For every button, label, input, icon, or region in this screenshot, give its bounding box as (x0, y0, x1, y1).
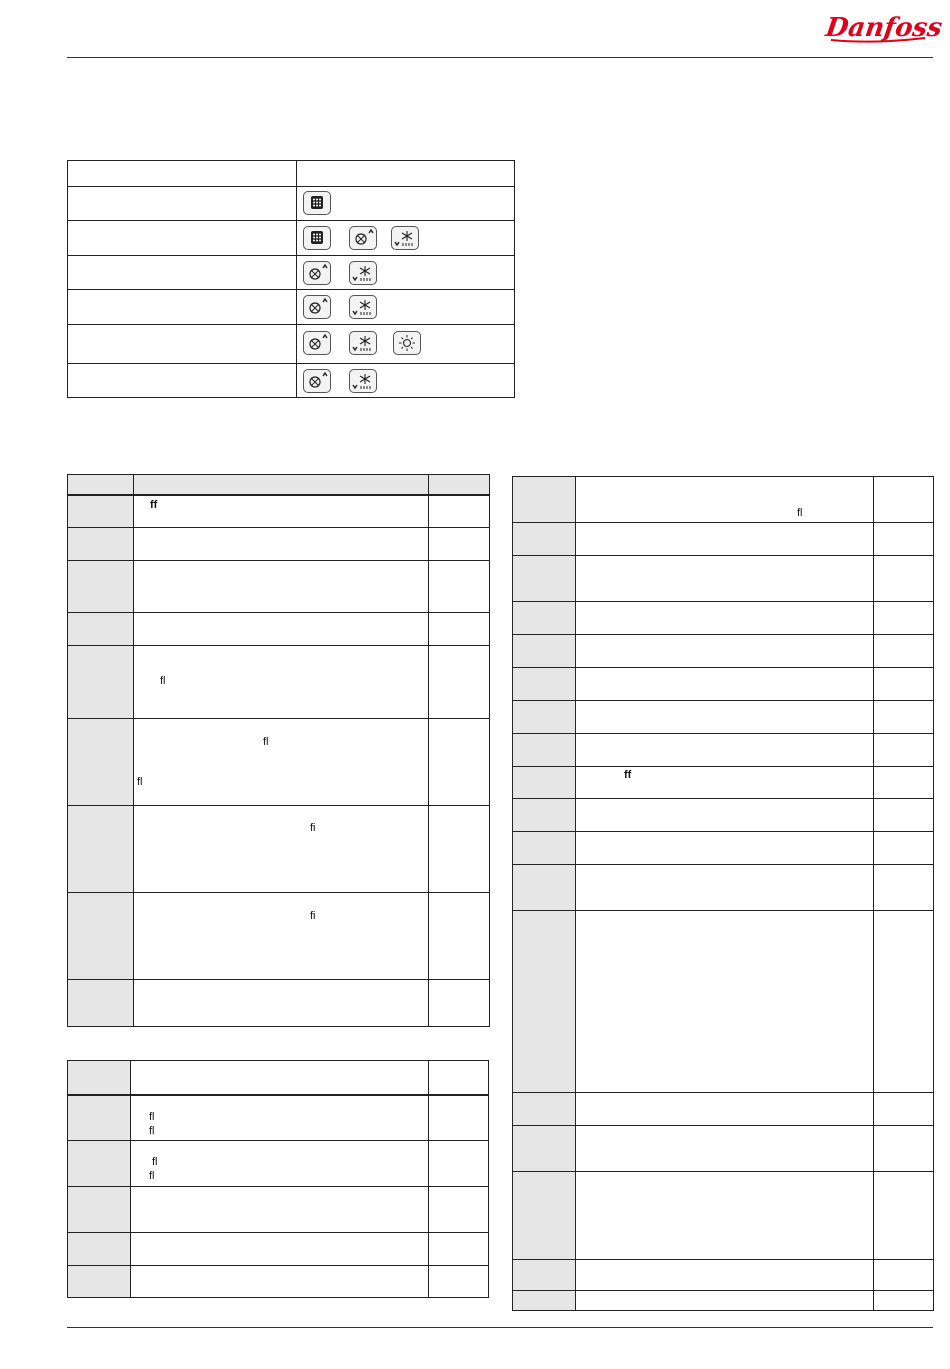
defrost-down-icon (349, 331, 377, 355)
param-code (68, 528, 134, 561)
param-code (68, 561, 134, 613)
param-value (429, 1095, 489, 1141)
param-code (68, 1266, 131, 1298)
param-code (68, 646, 134, 719)
key-table-row-keys (297, 364, 515, 398)
key-table-row-label (68, 290, 297, 325)
key-table-row-label (68, 187, 297, 221)
param-value (874, 1260, 934, 1291)
param-code (513, 767, 576, 799)
param-code (513, 668, 576, 701)
key-table-header-keys (297, 161, 515, 187)
param-value (874, 865, 934, 911)
ligature-fl: fl (149, 1124, 155, 1137)
ligature-fl: fl (137, 776, 143, 788)
footer-rule (67, 1327, 933, 1328)
param-code (513, 1093, 576, 1126)
param-value (429, 806, 490, 893)
param-description (134, 806, 429, 893)
ligature-fl: fl (797, 507, 803, 519)
key-table-row-keys (297, 187, 515, 221)
param-value (874, 668, 934, 701)
key-table-header-function (68, 161, 297, 187)
param-value (429, 1266, 489, 1298)
ligature-fl: fl (263, 736, 269, 748)
param-value (874, 1291, 934, 1311)
alarm-bell-up-icon (303, 369, 331, 393)
param-description (576, 602, 874, 635)
param-code (513, 477, 576, 523)
param-code (513, 701, 576, 734)
param-value (874, 911, 934, 1093)
param-description (576, 477, 874, 523)
param-value (874, 477, 934, 523)
param-code (68, 1187, 131, 1233)
alarm-bell-up-icon (349, 226, 377, 250)
col-header-value (429, 475, 490, 495)
ligature-fi: fi (310, 822, 316, 834)
param-code (513, 635, 576, 668)
param-value (429, 528, 490, 561)
param-code (513, 1291, 576, 1311)
param-description (576, 701, 874, 734)
param-value (874, 1126, 934, 1172)
param-value (429, 495, 490, 528)
defrost-down-icon (349, 369, 377, 393)
param-description (131, 1187, 429, 1233)
param-code (513, 832, 576, 865)
param-value (429, 1141, 489, 1187)
param-value (874, 635, 934, 668)
param-code (68, 893, 134, 980)
param-value (429, 1233, 489, 1266)
param-value (874, 832, 934, 865)
param-code (513, 602, 576, 635)
param-description (576, 556, 874, 602)
param-code (68, 1061, 131, 1095)
key-table-row-label (68, 221, 297, 256)
alarm-bell-up-icon (303, 261, 331, 285)
param-value (429, 719, 490, 806)
key-table-row-label (68, 364, 297, 398)
param-code (513, 799, 576, 832)
key-table-row-keys (297, 256, 515, 290)
parameter-table-left-1 (67, 474, 490, 1027)
param-description (134, 495, 429, 528)
parameter-table-left-2 (67, 1060, 489, 1298)
param-description (134, 719, 429, 806)
param-description (576, 767, 874, 799)
ligature-fl: fl (149, 1170, 155, 1182)
param-description (134, 646, 429, 719)
param-code (68, 980, 134, 1027)
defrost-down-icon (349, 261, 377, 285)
param-description (131, 1095, 429, 1141)
param-value (874, 767, 934, 799)
alarm-bell-up-icon (303, 331, 331, 355)
param-value (429, 561, 490, 613)
param-code (68, 613, 134, 646)
param-description (576, 635, 874, 668)
param-code (68, 719, 134, 806)
key-combination-table (67, 160, 515, 398)
param-description (576, 911, 874, 1093)
param-code (513, 911, 576, 1093)
param-value (429, 1187, 489, 1233)
keypad-icon (303, 191, 331, 215)
col-header-code (68, 475, 134, 495)
param-value (429, 646, 490, 719)
param-description (131, 1233, 429, 1266)
param-value (874, 1093, 934, 1126)
key-table-row-label (68, 256, 297, 290)
header-rule (67, 57, 933, 58)
param-description (134, 893, 429, 980)
key-table-row-label (68, 325, 297, 364)
param-value (874, 602, 934, 635)
param-code (68, 1233, 131, 1266)
param-value (874, 701, 934, 734)
param-description (131, 1061, 429, 1095)
param-value (874, 556, 934, 602)
param-description (576, 799, 874, 832)
ligature-fl: fl (152, 1156, 158, 1168)
key-table-row-keys (297, 325, 515, 364)
param-value (429, 613, 490, 646)
param-description (576, 1260, 874, 1291)
param-description (576, 1126, 874, 1172)
param-code (68, 495, 134, 528)
param-value (429, 980, 490, 1027)
parameter-table-right (512, 476, 934, 1311)
ligature-fl: fl (160, 675, 166, 687)
param-description (576, 523, 874, 556)
param-code (68, 806, 134, 893)
param-description (134, 528, 429, 561)
param-value (874, 734, 934, 767)
param-description (576, 668, 874, 701)
keypad-icon (303, 226, 331, 250)
param-code (513, 523, 576, 556)
svg-text:Danfoss: Danfoss (823, 12, 945, 43)
key-table-row-keys (297, 290, 515, 325)
param-description (134, 561, 429, 613)
light-sun-icon (393, 331, 421, 355)
param-value (874, 799, 934, 832)
key-table-row-keys (297, 221, 515, 256)
param-value (874, 1172, 934, 1260)
param-value (429, 893, 490, 980)
col-header-description (134, 475, 429, 495)
ligature-ff: ff (624, 769, 632, 781)
param-description (131, 1141, 429, 1187)
param-code (513, 1126, 576, 1172)
ligature-fl: fl (149, 1110, 155, 1123)
param-description (576, 865, 874, 911)
param-code (513, 1260, 576, 1291)
param-code (513, 556, 576, 602)
param-value (874, 523, 934, 556)
ligature-ff: ff (150, 498, 158, 511)
param-description (576, 734, 874, 767)
param-description (131, 1266, 429, 1298)
defrost-down-icon (349, 295, 377, 319)
param-description (576, 1291, 874, 1311)
param-description (576, 832, 874, 865)
ligature-fi: fi (310, 910, 316, 922)
param-description (576, 1172, 874, 1260)
param-code (513, 734, 576, 767)
danfoss-logo (823, 6, 945, 46)
defrost-down-icon (391, 226, 419, 250)
param-code (68, 1095, 131, 1141)
param-code (513, 1172, 576, 1260)
param-description (576, 1093, 874, 1126)
param-code (513, 865, 576, 911)
alarm-bell-up-icon (303, 295, 331, 319)
param-description (134, 613, 429, 646)
param-value (429, 1061, 489, 1095)
param-code (68, 1141, 131, 1187)
param-description (134, 980, 429, 1027)
